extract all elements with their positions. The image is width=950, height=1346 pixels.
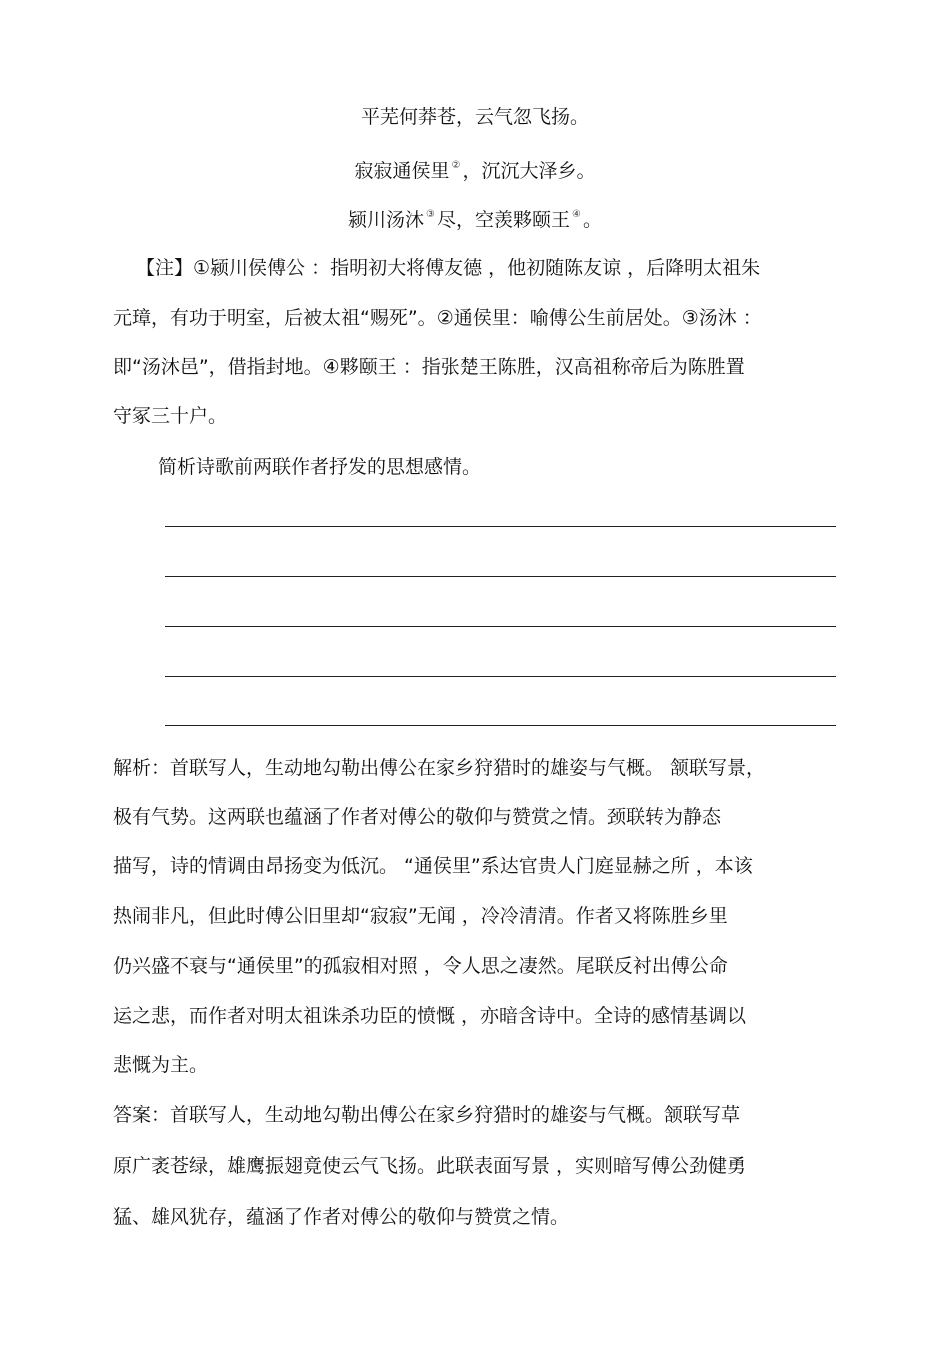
footnote-marker-3: ③ [426, 209, 435, 220]
analysis-line-3: 描写，诗的情调由昂扬变为低沉。 “通侯里”系达官贵人门庭显赫之所 ，本该 [113, 855, 753, 877]
poem-line-1-text: 平芜何莽苍，云气忽飞扬。 [360, 106, 589, 128]
notes-line-2: 元璋，有功于明室，后被太祖“赐死”。②通侯里：喻傅公生前居处。③汤沐 ： [113, 307, 762, 329]
answer-writing-line-3 [165, 626, 836, 627]
poem-line-2-text-b: ，沉沉大泽乡。 [462, 160, 596, 182]
poem-line-2-text-a: 寂寂通侯里 [354, 160, 450, 182]
poem-line-2 [0, 153, 950, 182]
answer-writing-line-5 [165, 725, 836, 726]
answer-writing-line-1 [165, 526, 836, 527]
notes-line-1: 【注】①颍川侯傅公 ：指明初大将傅友德 ，他初随陈友谅 ，后降明太祖朱 [136, 257, 761, 279]
poem-line-1 [0, 104, 950, 130]
poem-line-3-text-c: 。 [582, 209, 602, 231]
analysis-line-2: 极有气势。这两联也蕴涵了作者对傅公的敬仰与赞赏之情。颈联转为静态 [113, 806, 722, 828]
analysis-line-7: 悲慨为主。 [113, 1054, 209, 1076]
answer-line-1: 答案：首联写人，生动地勾勒出傅公在家乡狩猎时的雄姿与气概。颔联写草 [113, 1104, 741, 1126]
poem-line-3 [0, 202, 950, 231]
answer-writing-line-2 [165, 576, 836, 577]
answer-line-3: 猛、雄风犹存，蕴涵了作者对傅公的敬仰与赞赏之情。 [113, 1206, 570, 1228]
answer-writing-line-4 [165, 676, 836, 677]
poem-line-3-text-b: 尽，空羡夥颐王 [436, 209, 570, 231]
footnote-marker-2: ② [451, 160, 461, 171]
answer-line-2: 原广袤苍绿，雄鹰振翅竟使云气飞扬。此联表面写景 ，实则暗写傅公劲健勇 [113, 1155, 747, 1177]
analysis-line-4: 热闹非凡，但此时傅公旧里却“寂寂”无闻 ，冷冷清清。作者又将陈胜乡里 [113, 905, 728, 927]
question-text: 简析诗歌前两联作者抒发的思想感情。 [158, 456, 482, 478]
analysis-line-1: 解析：首联写人，生动地勾勒出傅公在家乡狩猎时的雄姿与气概。 颔联写景， [113, 757, 766, 779]
footnote-marker-4: ④ [572, 209, 581, 220]
analysis-line-6: 运之悲，而作者对明太祖诛杀功臣的愤慨 ，亦暗含诗中。全诗的感情基调以 [113, 1005, 747, 1027]
notes-line-4: 守冢三十户。 [113, 405, 228, 427]
notes-line-3: 即“汤沐邑”，借指封地。④夥颐王 ：指张楚王陈胜，汉高祖称帝后为陈胜置 [113, 356, 745, 378]
poem-line-3-text-a: 颍川汤沐 [348, 209, 425, 231]
analysis-line-5: 仍兴盛不衰与“通侯里”的孤寂相对照 ，令人思之凄然。尾联反衬出傅公命 [113, 955, 728, 977]
